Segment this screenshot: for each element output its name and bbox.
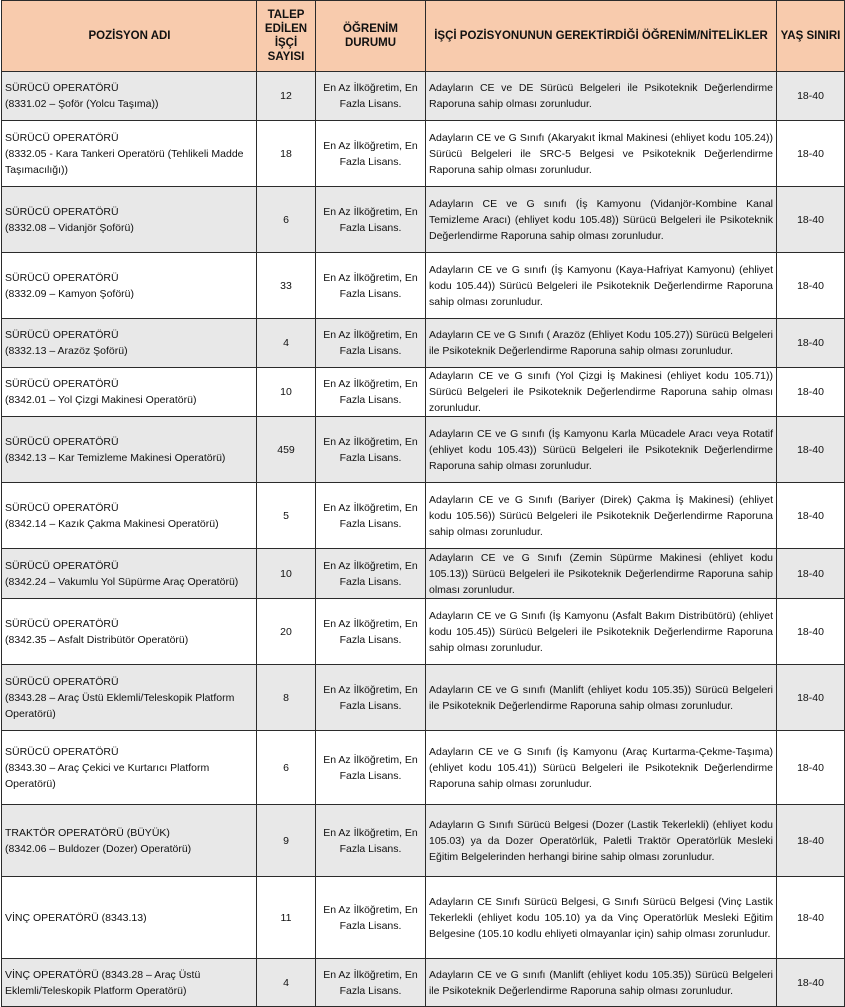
age-cell: 18-40: [777, 599, 845, 665]
education-cell: En Az İlköğretim, En Fazla Lisans.: [316, 805, 426, 877]
table-row: [2, 665, 845, 731]
education-cell: En Az İlköğretim, En Fazla Lisans.: [316, 731, 426, 805]
position-cell: [2, 187, 257, 253]
table-row: [2, 121, 845, 187]
education-cell: En Az İlköğretim, En Fazla Lisans.: [316, 599, 426, 665]
position-title: SÜRÜCÜ OPERATÖRÜ: [5, 378, 119, 390]
position-cell: [2, 368, 257, 417]
count-cell: 4: [257, 319, 316, 368]
education-cell: En Az İlköğretim, En Fazla Lisans.: [316, 483, 426, 549]
position-title: SÜRÜCÜ OPERATÖRÜ: [5, 329, 119, 341]
age-cell: 18-40: [777, 549, 845, 599]
education-cell: En Az İlköğretim, En Fazla Lisans.: [316, 417, 426, 483]
education-cell: En Az İlköğretim, En Fazla Lisans.: [316, 549, 426, 599]
position-cell: [2, 877, 257, 959]
header-count: TALEP EDİLEN İŞÇİ SAYISI: [257, 1, 316, 72]
position-code: (8342.06 – Buldozer (Dozer) Operatörü): [5, 842, 192, 855]
education-cell: En Az İlköğretim, En Fazla Lisans.: [316, 368, 426, 417]
position-title: SÜRÜCÜ OPERATÖRÜ: [5, 617, 119, 630]
count-cell: 18: [257, 121, 316, 187]
header-education: ÖĞRENİM DURUMU: [316, 1, 426, 72]
header-position: POZİSYON ADI: [2, 1, 257, 72]
requirements-cell: Adayların CE ve G Sınıfı (İş Kamyonu (Asfalt Bakım Distribütörü) (ehliyet kodu 105.45)) Sürücü Belgeleri ile Psikoteknik Değerlendirme Raporuna sahip olması zorunludur.: [426, 599, 777, 665]
position-code: (8343.30 – Araç Çekici ve Kurtarıcı Platform Operatörü): [5, 761, 210, 790]
position-cell: [2, 319, 257, 368]
count-cell: 20: [257, 599, 316, 665]
position-cell: [2, 483, 257, 549]
count-cell: 33: [257, 253, 316, 319]
header-row: [2, 1, 845, 72]
position-code: (8332.05 - Kara Tankeri Operatörü (Tehlikeli Madde Taşımacılığı)): [5, 147, 244, 176]
requirements-cell: Adayların CE ve G Sınıfı ( Arazöz (Ehliyet Kodu 105.27)) Sürücü Belgeleri ile Psikoteknik Değerlendirme Raporuna sahip olması zorunludur.: [426, 319, 777, 368]
requirements-cell: Adayların CE ve G sınıfı (Yol Çizgi İş Makinesi (ehliyet kodu 105.71)) Sürücü Belgeleri ile Psikoteknik Değerlendirme Raporuna sahip olması zorunludur.: [426, 368, 777, 417]
count-cell: 11: [257, 877, 316, 959]
requirements-cell: Adayların CE ve G sınıfı (İş Kamyonu Karla Mücadele Aracı veya Rotatif (ehliyet kodu 105.43)) Sürücü Belgeleri ile Psikoteknik Değerlendirme Raporuna sahip olması zorunludur.: [426, 417, 777, 483]
position-code: (8342.01 – Yol Çizgi Makinesi Operatörü): [5, 394, 197, 406]
position-code: (8342.24 – Vakumlu Yol Süpürme Araç Operatörü): [5, 575, 239, 588]
header-requirements: İŞÇİ POZİSYONUNUN GEREKTİRDİĞİ ÖĞRENİM/NİTELİKLER: [426, 1, 777, 72]
table-row: [2, 72, 845, 121]
age-cell: 18-40: [777, 253, 845, 319]
table-row: [2, 483, 845, 549]
position-code: (8331.02 – Şoför (Yolcu Taşıma)): [5, 98, 159, 110]
table-row: [2, 731, 845, 805]
table-row: [2, 253, 845, 319]
position-code: (8332.08 – Vidanjör Şoförü): [5, 221, 134, 234]
requirements-cell: Adayların CE ve G Sınıfı (Zemin Süpürme Makinesi (ehliyet kodu 105.13)) Sürücü Belgeleri ile Psikoteknik Değerlendirme Raporuna sahip olması zorunludur.: [426, 549, 777, 599]
position-title: SÜRÜCÜ OPERATÖRÜ: [5, 745, 119, 758]
education-cell: En Az İlköğretim, En Fazla Lisans.: [316, 877, 426, 959]
count-cell: 10: [257, 549, 316, 599]
position-cell: [2, 72, 257, 121]
education-cell: En Az İlköğretim, En Fazla Lisans.: [316, 121, 426, 187]
age-cell: 18-40: [777, 731, 845, 805]
age-cell: 18-40: [777, 959, 845, 1007]
position-code: (8332.09 – Kamyon Şoförü): [5, 287, 134, 300]
position-cell: [2, 599, 257, 665]
count-cell: 5: [257, 483, 316, 549]
table-row: [2, 417, 845, 483]
position-code: (8342.14 – Kazık Çakma Makinesi Operatörü): [5, 517, 219, 530]
count-cell: 4: [257, 959, 316, 1007]
age-cell: 18-40: [777, 121, 845, 187]
age-cell: 18-40: [777, 805, 845, 877]
age-cell: 18-40: [777, 483, 845, 549]
requirements-cell: Adayların CE ve G Sınıfı (Bariyer (Direk) Çakma İş Makinesi) (ehliyet kodu 105.56)) Sürücü Belgeleri ile Psikoteknik Değerlendirme Raporuna sahip olması zorunludur.: [426, 483, 777, 549]
position-code: (8342.35 – Asfalt Distribütör Operatörü): [5, 633, 189, 646]
position-cell: [2, 121, 257, 187]
position-code: (8342.13 – Kar Temizleme Makinesi Operatörü): [5, 451, 226, 464]
requirements-cell: Adayların CE ve DE Sürücü Belgeleri ile Psikoteknik Değerlendirme Raporuna sahip olması zorunludur.: [426, 72, 777, 121]
requirements-cell: Adayların CE ve G Sınıfı (Akaryakıt İkmal Makinesi (ehliyet kodu 105.24)) Sürücü Belgeleri ile SRC-5 Belgesi ve Psikoteknik Değerlendirme Raporuna sahip olması zorunludur.: [426, 121, 777, 187]
position-cell: [2, 549, 257, 599]
positions-table: [1, 0, 845, 1007]
table-row: [2, 549, 845, 599]
position-code: (8343.28 – Araç Üstü Eklemli/Teleskopik Platform Operatörü): [5, 691, 235, 720]
table-row: [2, 187, 845, 253]
position-title: SÜRÜCÜ OPERATÖRÜ: [5, 559, 119, 572]
age-cell: 18-40: [777, 72, 845, 121]
position-title: SÜRÜCÜ OPERATÖRÜ: [5, 435, 119, 448]
requirements-cell: Adayların G Sınıfı Sürücü Belgesi (Dozer (Lastik Tekerlekli) (ehliyet kodu 105.03) ya da Dozer Operatörlük, Paletli Traktör Operatörlük Mesleki Eğitim Belgelerinden herhangi birine sahip olması zorunludur.: [426, 805, 777, 877]
age-cell: 18-40: [777, 665, 845, 731]
position-cell: [2, 959, 257, 1007]
education-cell: En Az İlköğretim, En Fazla Lisans.: [316, 253, 426, 319]
table-row: [2, 599, 845, 665]
position-cell: [2, 253, 257, 319]
count-cell: 459: [257, 417, 316, 483]
position-code: (8332.13 – Arazöz Şoförü): [5, 345, 128, 357]
table-row: [2, 805, 845, 877]
position-cell: [2, 731, 257, 805]
requirements-cell: Adayların CE Sınıfı Sürücü Belgesi, G Sınıfı Sürücü Belgesi (Vinç Lastik Tekerlekli (ehliyet kodu 105.10) ya da Vinç Operatörlük Mesleki Eğitim Belgesine (105.10 kodlu ehliyeti olmayanlar için) sahip olması zorunludur.: [426, 877, 777, 959]
table-row: [2, 959, 845, 1007]
requirements-cell: Adayların CE ve G sınıfı (Manlift (ehliyet kodu 105.35)) Sürücü Belgeleri ile Psikoteknik Değerlendirme Raporuna sahip olması zorunludur.: [426, 665, 777, 731]
age-cell: 18-40: [777, 187, 845, 253]
count-cell: 10: [257, 368, 316, 417]
position-cell: [2, 417, 257, 483]
education-cell: En Az İlköğretim, En Fazla Lisans.: [316, 72, 426, 121]
requirements-cell: Adayların CE ve G sınıfı (İş Kamyonu (Kaya-Hafriyat Kamyonu) (ehliyet kodu 105.44)) Sürücü Belgeleri ile Psikoteknik Değerlendirme Raporuna sahip olması zorunludur.: [426, 253, 777, 319]
education-cell: En Az İlköğretim, En Fazla Lisans.: [316, 187, 426, 253]
table-row: [2, 368, 845, 417]
position-title: SÜRÜCÜ OPERATÖRÜ: [5, 82, 119, 94]
position-title: SÜRÜCÜ OPERATÖRÜ: [5, 675, 119, 688]
position-cell: [2, 665, 257, 731]
education-cell: En Az İlköğretim, En Fazla Lisans.: [316, 959, 426, 1007]
count-cell: 12: [257, 72, 316, 121]
position-title: VİNÇ OPERATÖRÜ (8343.13): [5, 911, 147, 924]
education-cell: En Az İlköğretim, En Fazla Lisans.: [316, 665, 426, 731]
position-title: VİNÇ OPERATÖRÜ (8343.28 – Araç Üstü Eklemli/Teleskopik Platform Operatörü): [5, 968, 201, 997]
position-title: TRAKTÖR OPERATÖRÜ (BÜYÜK): [5, 826, 170, 839]
education-cell: En Az İlköğretim, En Fazla Lisans.: [316, 319, 426, 368]
age-cell: 18-40: [777, 877, 845, 959]
requirements-cell: Adayların CE ve G Sınıfı (İş Kamyonu (Araç Kurtarma-Çekme-Taşıma) (ehliyet kodu 105.41)) Sürücü Belgeleri ile Psikoteknik Değerlendirme Raporuna sahip olması zorunludur.: [426, 731, 777, 805]
requirements-cell: Adayların CE ve G sınıfı (Manlift (ehliyet kodu 105.35)) Sürücü Belgeleri ile Psikoteknik Değerlendirme Raporuna sahip olması zorunludur.: [426, 959, 777, 1007]
table-row: [2, 319, 845, 368]
table-row: [2, 877, 845, 959]
header-age: YAŞ SINIRI: [777, 1, 845, 72]
count-cell: 8: [257, 665, 316, 731]
position-cell: [2, 805, 257, 877]
count-cell: 6: [257, 187, 316, 253]
position-title: SÜRÜCÜ OPERATÖRÜ: [5, 271, 119, 284]
requirements-cell: Adayların CE ve G sınıfı (İş Kamyonu (Vidanjör-Kombine Kanal Temizleme Aracı) (ehliyet kodu 105.48)) Sürücü Belgeleri ile Psikoteknik Değerlendirme Raporuna sahip olması zorunludur.: [426, 187, 777, 253]
age-cell: 18-40: [777, 417, 845, 483]
position-title: SÜRÜCÜ OPERATÖRÜ: [5, 205, 119, 218]
age-cell: 18-40: [777, 368, 845, 417]
count-cell: 9: [257, 805, 316, 877]
position-title: SÜRÜCÜ OPERATÖRÜ: [5, 131, 119, 144]
age-cell: 18-40: [777, 319, 845, 368]
position-title: SÜRÜCÜ OPERATÖRÜ: [5, 501, 119, 514]
count-cell: 6: [257, 731, 316, 805]
